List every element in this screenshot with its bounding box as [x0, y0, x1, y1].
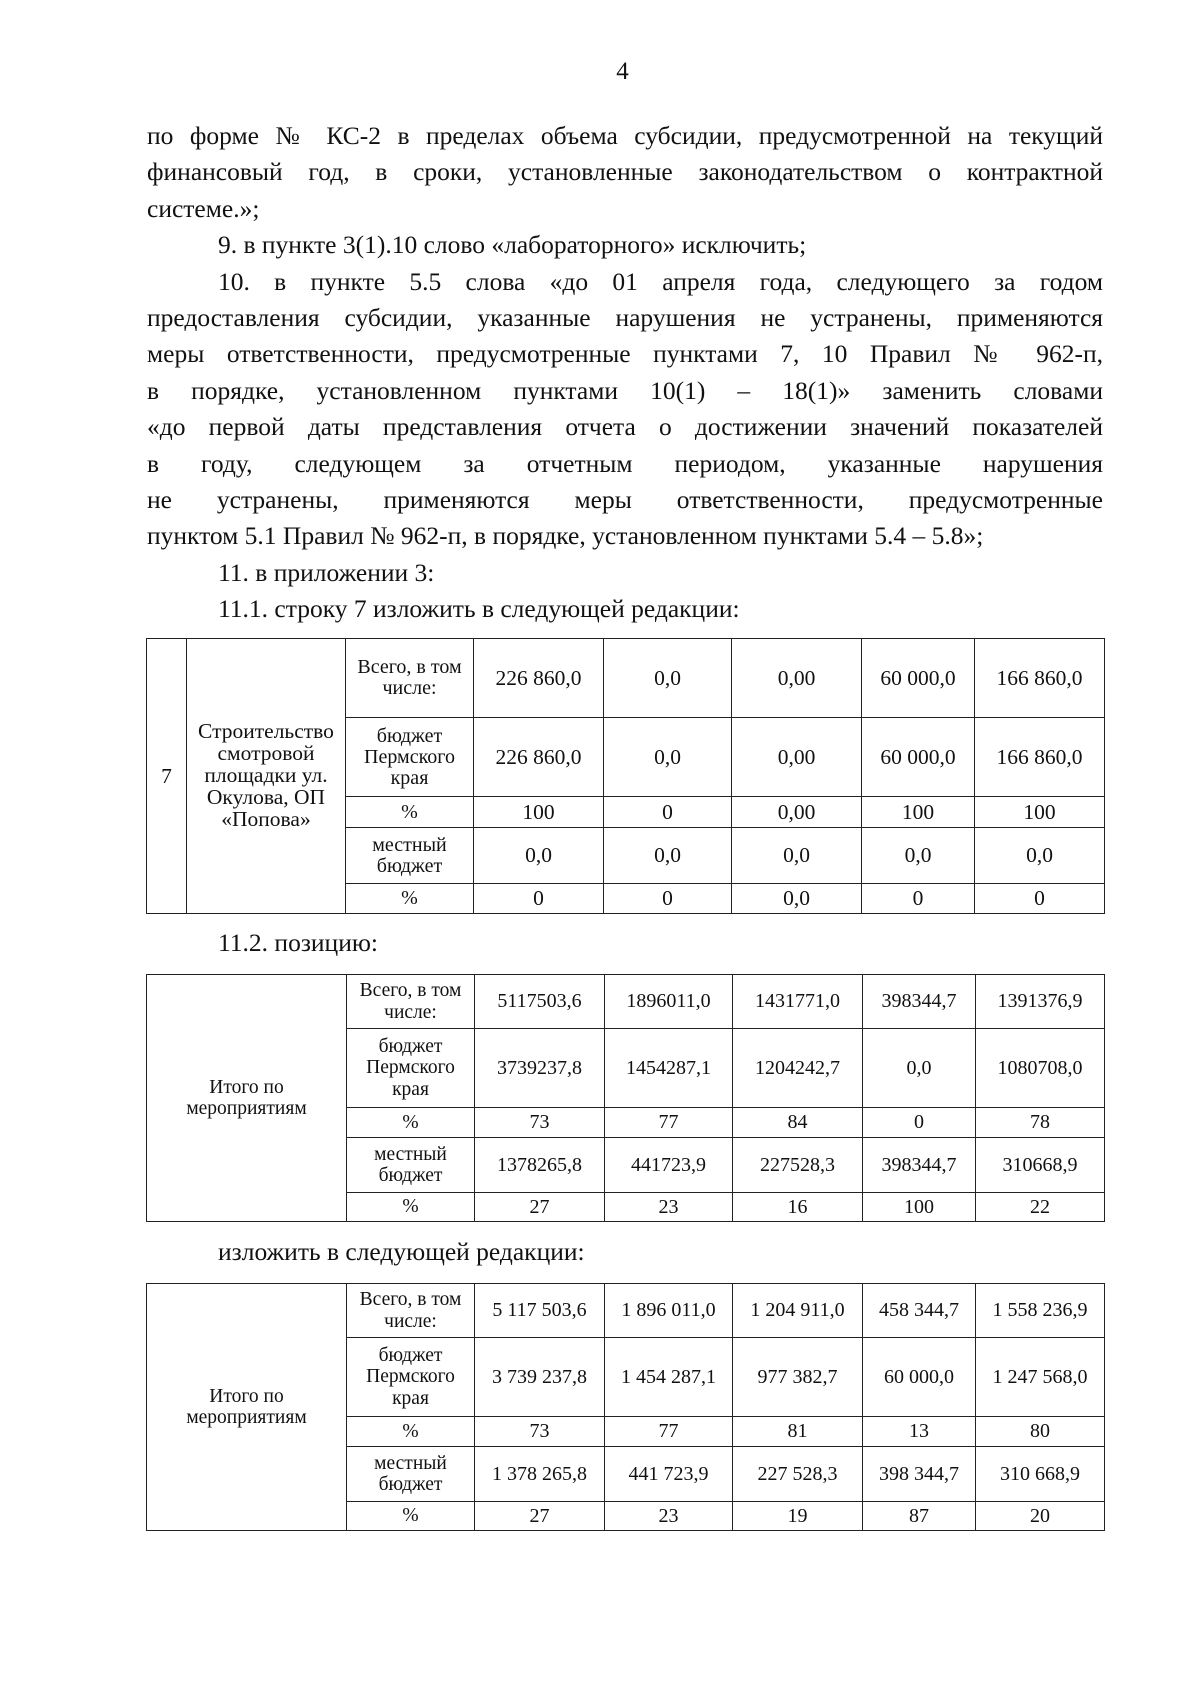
table-row-7	[146, 638, 1105, 914]
cell: 60 000,0	[862, 718, 975, 797]
row-label: местный бюджет	[346, 828, 474, 884]
paragraph-item-9: 9. в пункте 3(1).10 слово «лабораторного» исключить;	[218, 230, 807, 260]
table-row	[147, 639, 1105, 718]
cell: 1 204 911,0	[733, 1284, 863, 1338]
row-label: местный бюджет	[347, 1447, 475, 1502]
table-position-new	[146, 1283, 1105, 1531]
cell: 84	[733, 1108, 863, 1138]
paragraph-line: меры ответственности, предусмотренные пунктами 7, 10 Правил № 962-п,	[147, 339, 1103, 369]
cell: 1 454 287,1	[605, 1338, 733, 1417]
cell: 100	[474, 797, 604, 828]
cell: 0,0	[975, 828, 1105, 884]
paragraph-line: пунктом 5.1 Правил № 962-п, в порядке, установленном пунктами 5.4 – 5.8»;	[147, 521, 984, 551]
cell: 0	[604, 884, 732, 914]
total-label: Итого по мероприятиям	[147, 1284, 347, 1531]
paragraph-replace-intro: изложить в следующей редакции:	[218, 1237, 585, 1266]
cell: 19	[733, 1502, 863, 1531]
paragraph-line: в порядке, установленном пунктами 10(1) – 18(1)» заменить словами	[147, 375, 1103, 405]
cell: 977 382,7	[733, 1338, 863, 1417]
cell: 226 860,0	[474, 639, 604, 718]
cell: 0	[604, 797, 732, 828]
cell: 1896011,0	[605, 975, 733, 1029]
cell: 100	[975, 797, 1105, 828]
row-label: Всего, в том числе:	[347, 1284, 475, 1338]
cell: 0,00	[732, 797, 862, 828]
cell: 1 247 568,0	[976, 1338, 1105, 1417]
cell: 77	[605, 1417, 733, 1447]
cell: 5 117 503,6	[475, 1284, 605, 1338]
row-number: 7	[147, 639, 187, 914]
cell: 398344,7	[863, 1138, 976, 1193]
cell: 398344,7	[863, 975, 976, 1029]
cell: 0,0	[474, 828, 604, 884]
paragraph-line: 10. в пункте 5.5 слова «до 01 апреля года, следующего за годом	[218, 266, 1103, 296]
paragraph-line: в году, следующем за отчетным периодом, указанные нарушения	[147, 448, 1103, 478]
cell: 310 668,9	[976, 1447, 1105, 1502]
cell: 77	[605, 1108, 733, 1138]
cell: 100	[863, 1193, 976, 1222]
cell: 23	[605, 1193, 733, 1222]
cell: 227528,3	[733, 1138, 863, 1193]
cell: 0,0	[863, 1029, 976, 1108]
cell: 73	[475, 1108, 605, 1138]
cell: 226 860,0	[474, 718, 604, 797]
total-label: Итого по мероприятиям	[147, 975, 347, 1222]
cell: 0,0	[604, 639, 732, 718]
paragraph-item-11-1: 11.1. строку 7 изложить в следующей редакции:	[218, 594, 740, 624]
cell: 1 896 011,0	[605, 1284, 733, 1338]
row-label: %	[347, 1193, 475, 1222]
cell: 87	[863, 1502, 976, 1531]
paragraph-line: финансовый год, в сроки, установленные законодательством о контрактной	[147, 157, 1103, 187]
row-label: %	[347, 1108, 475, 1138]
cell: 0,0	[732, 828, 862, 884]
cell: 27	[475, 1193, 605, 1222]
cell: 3 739 237,8	[475, 1338, 605, 1417]
cell: 441 723,9	[605, 1447, 733, 1502]
row-label: Всего, в том числе:	[346, 639, 474, 718]
cell: 0,0	[604, 828, 732, 884]
paragraph-item-11: 11. в приложении 3:	[218, 557, 435, 587]
cell: 20	[976, 1502, 1105, 1531]
cell: 227 528,3	[733, 1447, 863, 1502]
cell: 0,00	[732, 718, 862, 797]
paragraph-line: предоставления субсидии, указанные нарушения не устранены, применяются	[147, 303, 1103, 333]
activity-name: Строительство смотровой площадки ул. Окулова, ОП «Попова»	[187, 639, 346, 914]
row-label: %	[346, 797, 474, 828]
cell: 0	[474, 884, 604, 914]
cell: 27	[475, 1502, 605, 1531]
cell: 13	[863, 1417, 976, 1447]
cell: 3739237,8	[475, 1029, 605, 1108]
cell: 0,0	[604, 718, 732, 797]
paragraph-line: не устранены, применяются меры ответственности, предусмотренные	[147, 485, 1103, 515]
cell: 78	[976, 1108, 1105, 1138]
cell: 0	[862, 884, 975, 914]
cell: 441723,9	[605, 1138, 733, 1193]
paragraph-line: по форме № КС-2 в пределах объема субсидии, предусмотренной на текущий	[147, 121, 1103, 150]
row-label: %	[347, 1502, 475, 1531]
cell: 0,0	[862, 828, 975, 884]
table-row	[147, 975, 1105, 1029]
cell: 0,0	[732, 884, 862, 914]
row-label: бюджет Пермского края	[347, 1029, 475, 1108]
page-number: 4	[616, 58, 629, 85]
row-label: местный бюджет	[347, 1138, 475, 1193]
cell: 1454287,1	[605, 1029, 733, 1108]
paragraph-line: системе.»;	[147, 193, 260, 223]
cell: 60 000,0	[862, 639, 975, 718]
cell: 1204242,7	[733, 1029, 863, 1108]
cell: 1391376,9	[976, 975, 1105, 1029]
cell: 80	[976, 1417, 1105, 1447]
row-label: бюджет Пермского края	[347, 1338, 475, 1417]
cell: 100	[862, 797, 975, 828]
cell: 1431771,0	[733, 975, 863, 1029]
paragraph-line: «до первой даты представления отчета о достижении значений показателей	[147, 412, 1103, 442]
table-row	[147, 1284, 1105, 1338]
cell: 458 344,7	[863, 1284, 976, 1338]
row-label: %	[347, 1417, 475, 1447]
cell: 22	[976, 1193, 1105, 1222]
cell: 5117503,6	[475, 975, 605, 1029]
table-position-old	[146, 974, 1105, 1222]
cell: 166 860,0	[975, 718, 1105, 797]
cell: 398 344,7	[863, 1447, 976, 1502]
cell: 1 378 265,8	[475, 1447, 605, 1502]
paragraph-item-11-2: 11.2. позицию:	[218, 928, 378, 957]
cell: 0,00	[732, 639, 862, 718]
cell: 16	[733, 1193, 863, 1222]
cell: 166 860,0	[975, 639, 1105, 718]
cell: 81	[733, 1417, 863, 1447]
cell: 60 000,0	[863, 1338, 976, 1417]
cell: 1080708,0	[976, 1029, 1105, 1108]
row-label: %	[346, 884, 474, 914]
cell: 23	[605, 1502, 733, 1531]
cell: 1 558 236,9	[976, 1284, 1105, 1338]
body-text	[147, 118, 1103, 628]
cell: 0	[863, 1108, 976, 1138]
cell: 1378265,8	[475, 1138, 605, 1193]
row-label: бюджет Пермского края	[346, 718, 474, 797]
row-label: Всего, в том числе:	[347, 975, 475, 1029]
cell: 73	[475, 1417, 605, 1447]
cell: 0	[975, 884, 1105, 914]
cell: 310668,9	[976, 1138, 1105, 1193]
